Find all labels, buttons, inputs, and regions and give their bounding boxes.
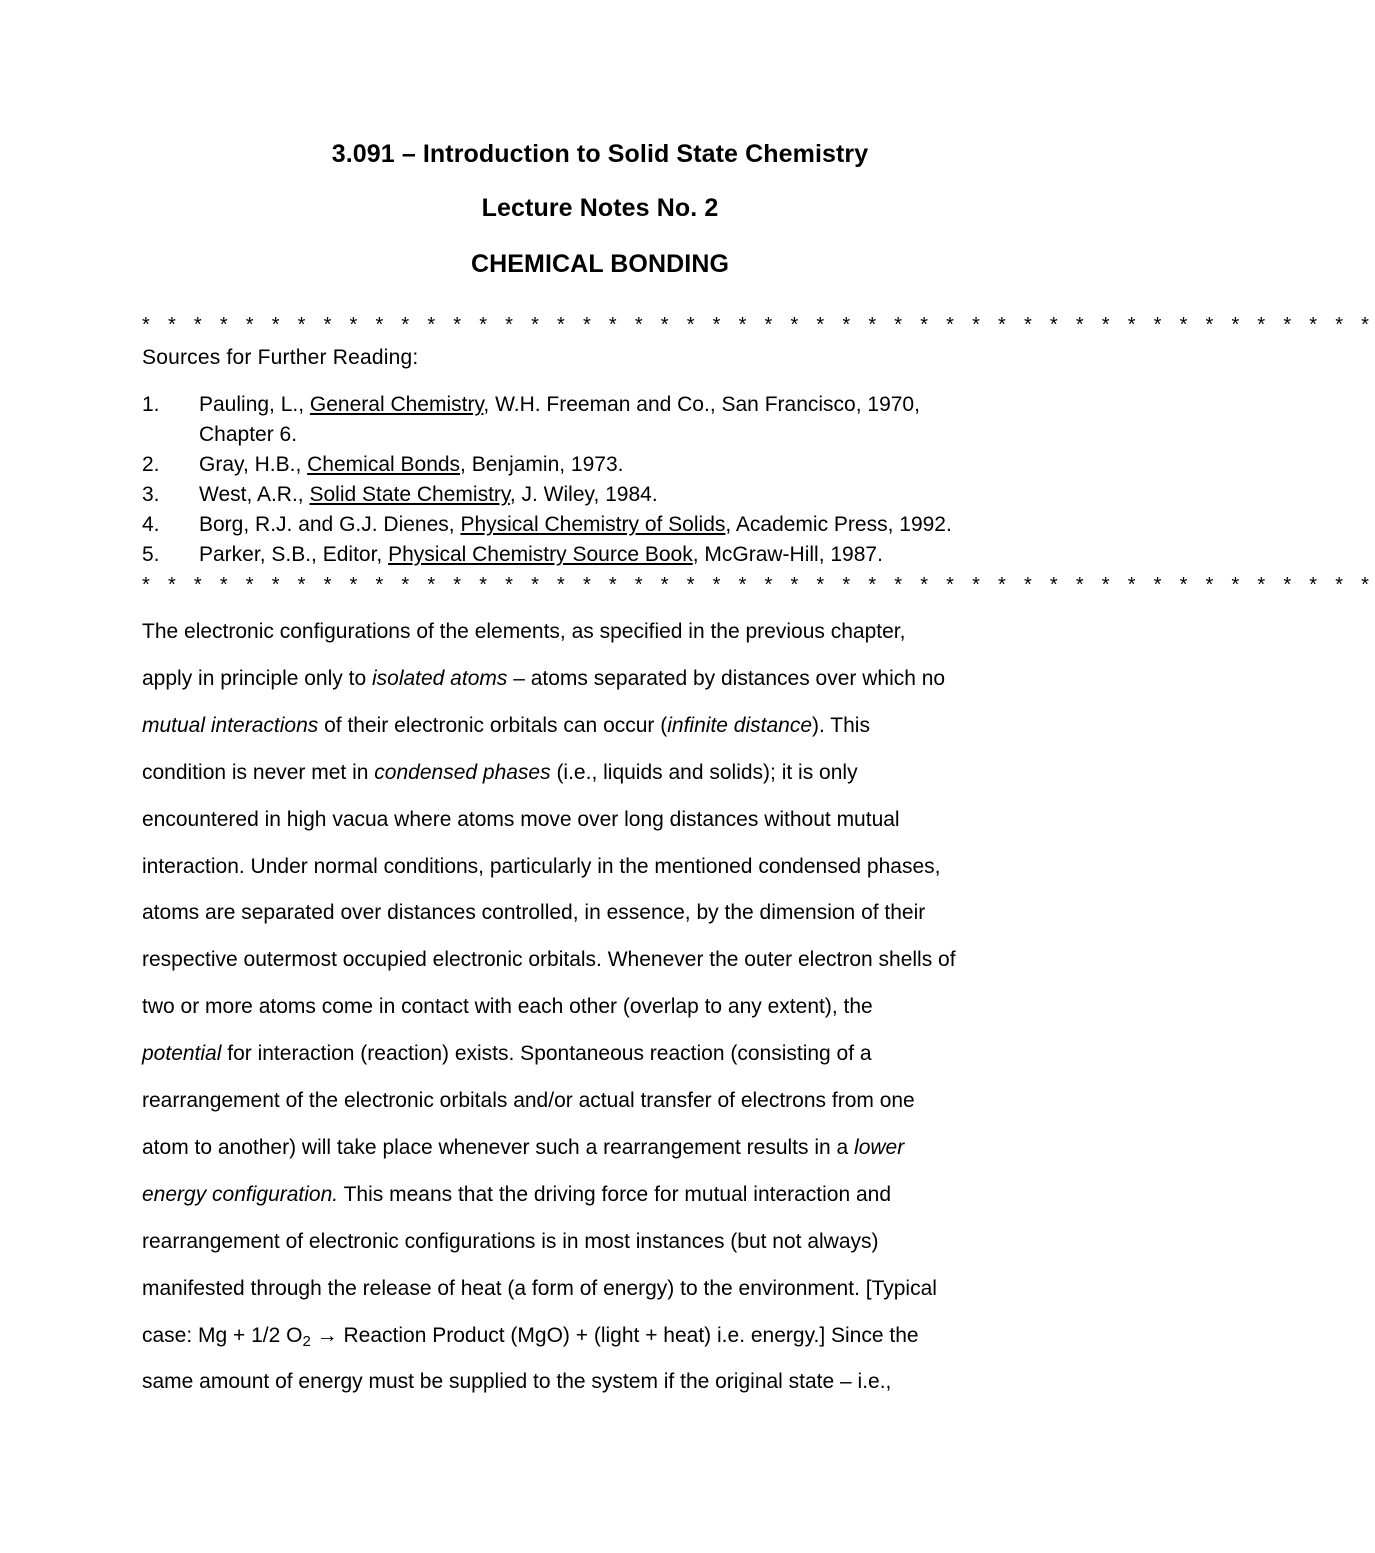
text-run: rearrangement of the electronic orbitals and/or actual transfer of electrons from one <box>142 1089 915 1112</box>
lecture-number: Lecture Notes No. 2 <box>481 194 719 222</box>
text-run: case: Mg + 1/2 O <box>142 1323 303 1347</box>
emphasis-text: energy configuration. <box>142 1182 339 1206</box>
source-publisher: , McGraw-Hill, 1987. <box>692 543 883 566</box>
source-text <box>199 390 1059 450</box>
emphasis-text: condensed phases <box>374 760 551 784</box>
source-text <box>199 510 1059 540</box>
paragraph-line <box>142 1324 1072 1350</box>
text-run: interaction. Under normal conditions, particularly in the mentioned condensed phases, <box>142 854 941 878</box>
source-book-title: Physical Chemistry Source Book <box>388 543 693 566</box>
paragraph-line <box>142 995 1072 1019</box>
text-run: manifested through the release of heat (a form of energy) to the environment. [Typical <box>142 1276 937 1300</box>
source-book-title: General Chemistry <box>309 393 484 416</box>
source-book-title: Solid State Chemistry <box>309 483 510 506</box>
source-author: West, A.R., <box>199 483 310 506</box>
source-publisher: , Academic Press, 1992. <box>725 513 952 536</box>
separator-top: * * * * * * * * * * * * * * * * * * * * * * * * * * * * * * * * * * * * * * * * * * * * * * * * <box>142 314 1375 336</box>
text-run: ). This <box>812 713 870 737</box>
text-run: rearrangement of electronic configurations is in most instances (but not always) <box>142 1229 879 1253</box>
source-number: 2. <box>142 453 160 476</box>
paragraph-line <box>142 948 1072 972</box>
text-run: atom to another) will take place whenever such a rearrangement results in a <box>142 1135 855 1159</box>
page-title: 3.091 – Introduction to Solid State Chemistry <box>331 140 869 168</box>
source-number: 3. <box>142 483 160 506</box>
source-text <box>199 480 1059 510</box>
text-run: respective outermost occupied electronic orbitals. Whenever the outer electron shells of <box>142 948 956 972</box>
emphasis-text: potential <box>142 1042 222 1066</box>
source-number: 1. <box>142 393 160 416</box>
source-author: Parker, S.B., Editor, <box>199 543 389 566</box>
separator-bottom: * * * * * * * * * * * * * * * * * * * * * * * * * * * * * * * * * * * * * * * * * * * * * * * * <box>142 574 1375 596</box>
paragraph-line <box>142 808 1072 832</box>
text-run: for interaction (reaction) exists. Spontaneous reaction (consisting of a <box>221 1042 872 1066</box>
text-run: → Reaction Product (MgO) + (light + heat) i.e. energy.] Since the <box>310 1323 919 1347</box>
paragraph-line <box>142 901 1072 925</box>
emphasis-text: isolated atoms <box>371 666 508 690</box>
text-run: The electronic configurations of the elements, as specified in the previous chapter, <box>142 620 906 643</box>
source-number: 5. <box>142 543 160 566</box>
source-author: Gray, H.B., <box>199 453 308 476</box>
source-author: Borg, R.J. and G.J. Dienes, <box>199 513 461 536</box>
emphasis-text: infinite distance <box>667 713 813 737</box>
paragraph-line <box>142 1042 1072 1066</box>
source-book-title: Chemical Bonds <box>307 453 461 476</box>
text-run: condition is never met in <box>142 760 375 784</box>
paragraph-line <box>142 1136 1072 1160</box>
text-run: This means that the driving force for mutual interaction and <box>338 1182 892 1206</box>
paragraph-line <box>142 1277 1072 1301</box>
source-continuation: Chapter 6. <box>199 423 298 446</box>
source-text <box>199 450 1059 480</box>
source-text <box>199 540 1059 570</box>
text-run: – atoms separated by distances over which no <box>507 666 946 690</box>
source-number: 4. <box>142 513 160 536</box>
text-run: same amount of energy must be supplied to the system if the original state – i.e., <box>142 1370 892 1394</box>
text-run: apply in principle only to <box>142 666 372 690</box>
paragraph-line <box>142 761 1072 785</box>
text-run: of their electronic orbitals can occur ( <box>318 713 668 737</box>
emphasis-text: lower <box>854 1135 905 1159</box>
subscript-text: 2 <box>302 1332 311 1350</box>
text-run: (i.e., liquids and solids); it is only <box>550 760 858 784</box>
text-run: two or more atoms come in contact with each other (overlap to any extent), the <box>142 995 873 1019</box>
source-publisher: , Benjamin, 1973. <box>460 453 624 476</box>
text-run: atoms are separated over distances controlled, in essence, by the dimension of their <box>142 901 926 925</box>
paragraph-line <box>142 714 1072 738</box>
sources-heading: Sources for Further Reading: <box>142 346 419 369</box>
topic-heading: CHEMICAL BONDING <box>470 250 730 278</box>
paragraph-line <box>142 1183 1072 1207</box>
paragraph-line <box>142 1370 1072 1394</box>
source-author: Pauling, L., <box>199 393 310 416</box>
source-publisher: , J. Wiley, 1984. <box>509 483 658 506</box>
paragraph-line <box>142 1089 1072 1113</box>
paragraph-line <box>142 667 1072 691</box>
source-publisher: , W.H. Freeman and Co., San Francisco, 1970, <box>483 393 920 416</box>
emphasis-text: mutual interactions <box>142 713 319 737</box>
paragraph-line <box>142 1230 1072 1254</box>
source-book-title: Physical Chemistry of Solids <box>460 513 726 536</box>
paragraph-line <box>142 620 1072 644</box>
paragraph-line <box>142 855 1072 879</box>
text-run: encountered in high vacua where atoms move over long distances without mutual <box>142 807 900 831</box>
